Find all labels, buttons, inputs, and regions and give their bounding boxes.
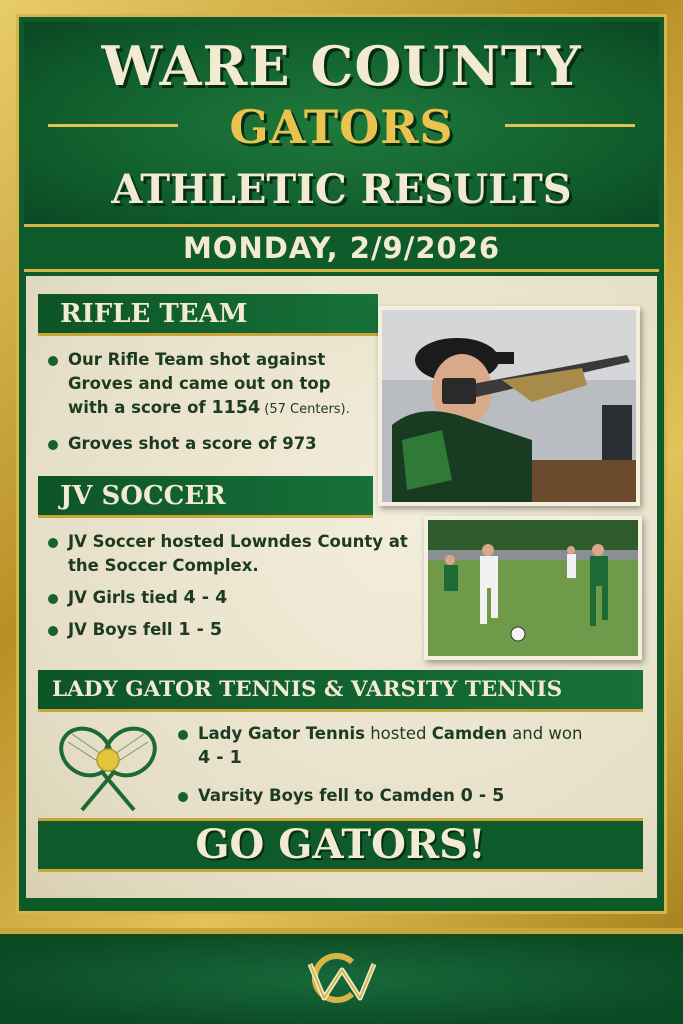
rifle-bullet-text: Our Rifle Team shot against Groves and came out on top with a score of — [68, 350, 331, 417]
list-item — [46, 530, 416, 578]
tennis-girls-score: 4 - 1 — [198, 748, 242, 768]
bullet-dot-icon — [48, 440, 58, 450]
rifle-photo — [378, 306, 640, 506]
list-item — [46, 432, 376, 456]
jv-girls-label: JV Girls tied — [68, 588, 184, 607]
bullet-dot-icon — [48, 356, 58, 366]
bullet-dot-icon — [48, 538, 58, 548]
bullet-dot-icon — [48, 594, 58, 604]
section-header-tennis — [38, 670, 643, 712]
jv-girls-score: 4 - 4 — [183, 588, 228, 608]
varsity-boys-score: 0 - 5 — [460, 786, 505, 806]
section-header-rifle — [38, 294, 378, 336]
varsity-boys-label: Varsity Boys fell to Camden — [198, 786, 461, 805]
groves-score-text: Groves shot a score of 973 — [68, 434, 317, 453]
list-item — [46, 586, 416, 610]
section-title-tennis: LADY GATOR TENNIS & VARSITY TENNIS — [52, 677, 563, 702]
go-gators-text: GO GATORS! — [195, 821, 486, 868]
bullet-dot-icon — [48, 626, 58, 636]
list-item — [46, 348, 376, 422]
section-header-jv-soccer — [38, 476, 373, 518]
jv-soccer-bullets — [46, 530, 416, 642]
tennis-won: and won — [506, 724, 583, 743]
go-gators-banner — [38, 818, 643, 872]
title-gators: GATORS — [229, 100, 454, 154]
jv-soccer-summary: JV Soccer hosted Lowndes County at the Soccer Complex. — [68, 532, 408, 575]
rifle-bullets — [46, 348, 376, 456]
rifle-centers: (57 Centers). — [260, 402, 350, 417]
tennis-rackets-icon — [52, 722, 164, 818]
section-title-rifle: RIFLE TEAM — [60, 299, 248, 329]
section-title-jv-soccer: JV SOCCER — [60, 481, 226, 511]
date-banner: MONDAY, 2/9/2026 — [24, 224, 659, 272]
wc-logo-icon — [302, 950, 382, 1010]
jv-boys-label: JV Boys fell — [68, 620, 179, 639]
list-item — [176, 722, 626, 770]
tennis-bullets — [176, 722, 626, 808]
title-ware-county: WARE COUNTY — [101, 34, 582, 98]
list-item — [46, 618, 416, 642]
bullet-dot-icon — [178, 792, 188, 802]
tennis-opponent: Camden — [431, 724, 507, 743]
jv-boys-score: 1 - 5 — [178, 620, 223, 640]
soccer-photo — [424, 516, 642, 660]
title-athletic-results: ATHLETIC RESULTS — [111, 166, 572, 213]
tennis-team-name: Lady Gator Tennis — [198, 724, 365, 743]
tennis-hosted: hosted — [364, 724, 432, 743]
list-item — [176, 784, 626, 808]
rifle-score: 1154 — [211, 398, 261, 418]
bullet-dot-icon — [178, 730, 188, 740]
